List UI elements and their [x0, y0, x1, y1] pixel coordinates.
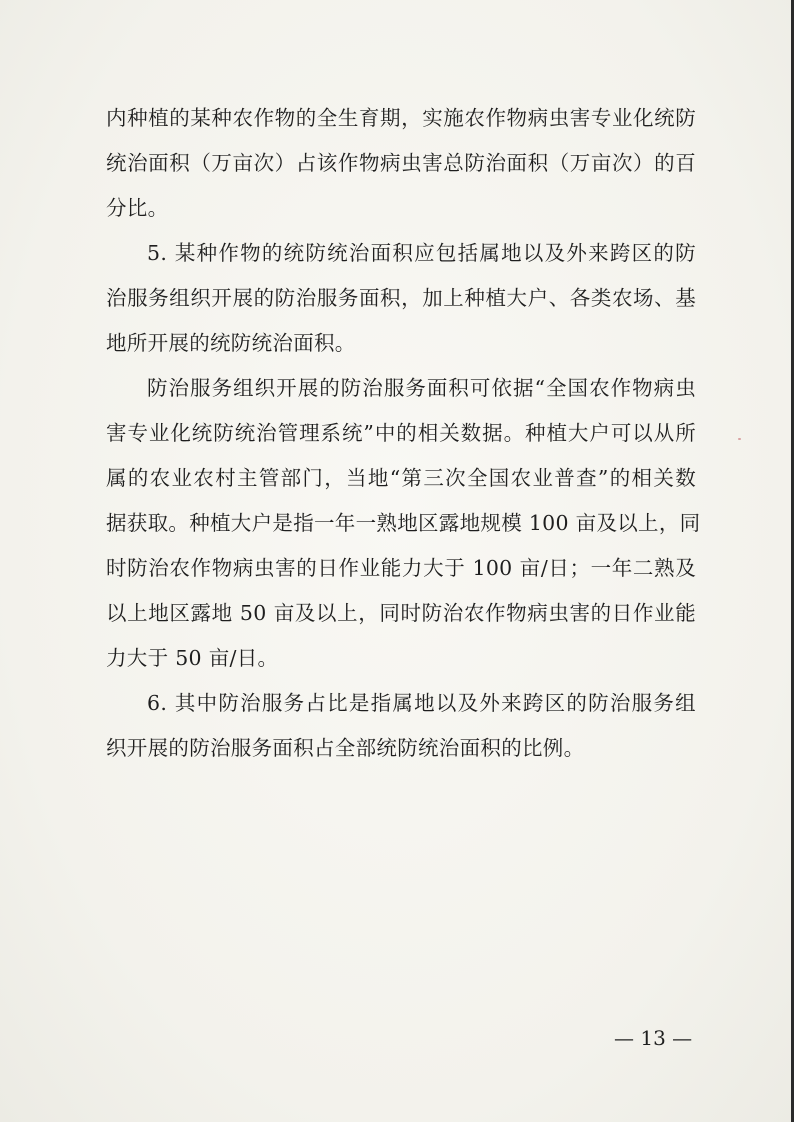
page-number: — 13 — [614, 1026, 693, 1050]
text-line: 力大于 50 亩/日。 [106, 646, 279, 670]
text-line: 6. 其中防治服务占比是指属地以及外来跨区的防治服务组 [147, 691, 696, 715]
text-line: 以上地区露地 50 亩及以上，同时防治农作物病虫害的日作业能 [106, 601, 696, 625]
body-text [106, 96, 701, 771]
text-line: 统治面积（万亩次）占该作物病虫害总防治面积（万亩次）的百 [106, 151, 696, 175]
text-line: 时防治农作物病虫害的日作业能力大于 100 亩/日；一年二熟及 [106, 556, 696, 580]
text-line: 属的农业农村主管部门，当地“第三次全国农业普查”的相关数 [106, 466, 696, 490]
text-line: 害专业化统防统治管理系统”中的相关数据。种植大户可以从所 [106, 421, 696, 445]
text-line: 织开展的防治服务面积占全部统防统治面积的比例。 [106, 736, 585, 760]
scan-speck [738, 438, 741, 440]
text-line: 防治服务组织开展的防治服务面积可依据“全国农作物病虫 [147, 376, 696, 400]
text-line: 5. 某种作物的统防统治面积应包括属地以及外来跨区的防 [147, 241, 696, 265]
text-line: 分比。 [106, 196, 169, 220]
text-line: 据获取。种植大户是指一年一熟地区露地规模 100 亩及以上，同 [106, 511, 701, 535]
text-line: 地所开展的统防统治面积。 [106, 331, 356, 355]
text-line: 内种植的某种农作物的全生育期，实施农作物病虫害专业化统防 [106, 106, 696, 130]
text-line: 治服务组织开展的防治服务面积，加上种植大户、各类农场、基 [106, 286, 696, 310]
